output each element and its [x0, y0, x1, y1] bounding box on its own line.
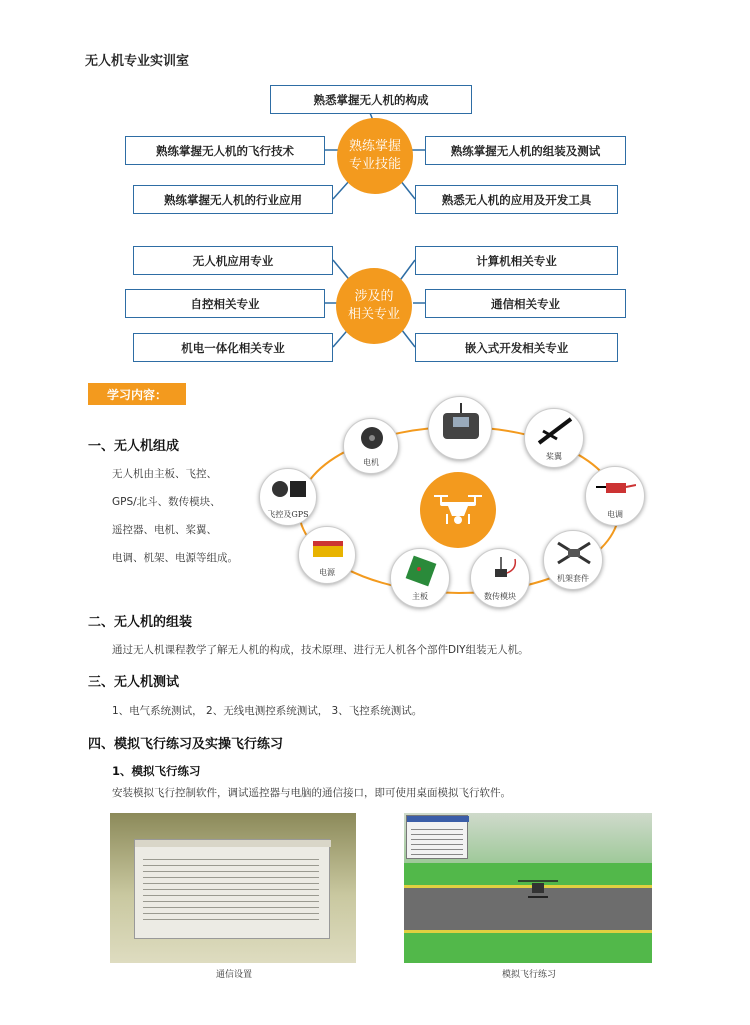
part-mainboard: 主板 — [390, 548, 450, 608]
skill-box-right-2: 熟悉无人机的应用及开发工具 — [415, 185, 618, 214]
major-box-right-3: 嵌入式开发相关专业 — [415, 333, 618, 362]
frame-icon — [554, 537, 594, 569]
skills-hub-line2: 专业技能 — [348, 157, 401, 172]
page-title: 无人机专业实训室 — [85, 54, 190, 69]
skill-box-right-1: 熟练掌握无人机的组装及测试 — [425, 136, 626, 165]
settings-window — [134, 839, 330, 939]
majors-hub — [336, 268, 412, 344]
section1-line-3: 遥控器、电机、桨翼、 — [112, 524, 217, 536]
gps-icon — [270, 475, 308, 505]
section2-heading: 二、无人机的组装 — [88, 615, 193, 630]
skills-hub-line1: 熟练掌握 — [348, 139, 401, 155]
majors-hub-line2: 相关专业 — [347, 307, 400, 322]
part-battery: 电源 — [298, 526, 356, 584]
photo-communication-settings — [110, 813, 356, 963]
esc-icon — [596, 473, 636, 505]
skill-box-left-1: 熟练掌握无人机的飞行技术 — [125, 136, 325, 165]
mainboard-icon — [401, 555, 441, 587]
major-box-right-1: 计算机相关专业 — [415, 246, 618, 275]
sim-menu — [406, 815, 468, 859]
part-esc: 电调 — [585, 466, 645, 526]
section3-heading: 三、无人机测试 — [88, 675, 180, 690]
telemetry-icon — [481, 555, 521, 587]
part-telemetry: 数传模块 — [470, 548, 530, 608]
section3-text: 1、电气系统测试， 2、无线电测控系统测试， 3、飞控系统测试。 — [112, 705, 423, 717]
section4-text: 安装模拟飞行控制软件，调试遥控器与电脑的通信接口，即可使用桌面模拟飞行软件。 — [112, 787, 511, 799]
caption-communication-settings: 通信设置 — [216, 970, 253, 980]
photo-simulator-practice — [404, 813, 652, 963]
caption-simulator-practice: 模拟飞行练习 — [502, 970, 557, 980]
part-motor: 电机 — [343, 418, 399, 474]
major-box-left-1: 无人机应用专业 — [133, 246, 333, 275]
section4-subheading: 1、模拟飞行练习 — [112, 764, 201, 778]
skill-box-left-2: 熟练掌握无人机的行业应用 — [133, 185, 333, 214]
section1-line-1: 无人机由主板、飞控、 — [112, 468, 217, 480]
major-box-left-3: 机电一体化相关专业 — [133, 333, 333, 362]
major-box-left-2: 自控相关专业 — [125, 289, 325, 318]
transmitter-icon — [439, 403, 483, 443]
section4-heading: 四、模拟飞行练习及实操飞行练习 — [88, 737, 284, 752]
part-frame-kit: 机架套件 — [543, 530, 603, 590]
part-transmitter — [428, 396, 492, 460]
section1-line-2: GPS/北斗、数传模块、 — [112, 496, 221, 508]
drone-icon — [430, 490, 486, 530]
learning-content-tag: 学习内容： — [88, 383, 186, 405]
sim-helicopter-icon — [518, 875, 558, 905]
skills-hub — [337, 118, 413, 194]
section1-line-4: 电调、机架、电源等组成。 — [112, 552, 238, 564]
motor-icon — [354, 425, 390, 455]
battery-icon — [309, 533, 347, 563]
section2-text: 通过无人机课程教学了解无人机的构成，技术原理、进行无人机各个部件DIY组装无人机。 — [112, 644, 529, 656]
section1-heading: 一、无人机组成 — [88, 439, 180, 454]
drone-hub — [420, 472, 496, 548]
part-propeller: 桨翼 — [524, 408, 584, 468]
propeller-icon — [535, 415, 575, 449]
skill-box-top: 熟悉掌握无人机的构成 — [270, 85, 472, 114]
part-fc-gps: 飞控及GPS — [259, 468, 317, 526]
majors-hub-line1: 涉及的 — [354, 289, 394, 305]
major-box-right-2: 通信相关专业 — [425, 289, 626, 318]
